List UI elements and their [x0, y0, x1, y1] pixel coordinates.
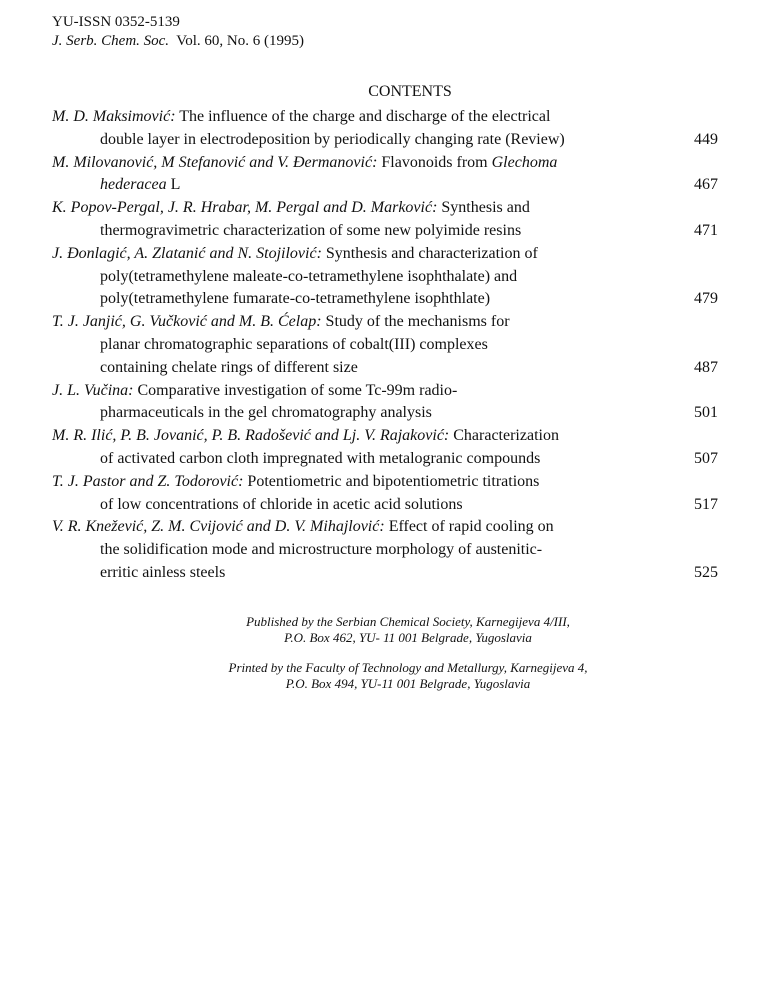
- entry-authors: M. R. Ilić, P. B. Jovanić, P. B. Radošević and Lj. V. Rajaković:: [52, 427, 450, 445]
- entry-first-line: [52, 425, 722, 448]
- entry-title-continuation: erritic ainless steels: [100, 563, 226, 581]
- entry-title-species: hederacea: [100, 176, 167, 194]
- entry-first-line: [52, 152, 722, 175]
- entry-title-continuation: of activated carbon cloth impregnated with metalogranic compounds: [100, 449, 541, 467]
- entry-title-text: The influence of the charge and discharge of the electrical: [175, 108, 551, 125]
- entry-first-line: [52, 197, 722, 220]
- toc-entry: [52, 516, 722, 584]
- published-by-address: P.O. Box 462, YU- 11 001 Belgrade, Yugoslavia: [284, 630, 532, 645]
- toc-entry: [52, 380, 722, 426]
- entry-page-number: 471: [694, 221, 718, 239]
- toc-entry: [52, 106, 722, 152]
- entry-first-line: [52, 380, 722, 403]
- entry-first-line: [52, 471, 722, 494]
- entry-title-continuation: [52, 174, 722, 197]
- entry-title-continuation: planar chromatographic separations of cobalt(III) complexes: [100, 335, 488, 353]
- entry-title-continuation: poly(tetramethylene fumarate-co-tetramethylene isophthlate): [100, 290, 491, 308]
- entry-title-genus: Glechoma: [491, 153, 558, 171]
- entry-first-line: [52, 311, 722, 334]
- entry-page-number: 449: [694, 130, 718, 148]
- entry-page-number: 517: [694, 495, 718, 513]
- toc-entry: [52, 425, 722, 471]
- journal-name: J. Serb. Chem. Soc.: [52, 33, 170, 49]
- toc-entry: [52, 311, 722, 379]
- journal-header: [52, 13, 304, 51]
- toc-entry: [52, 197, 722, 243]
- entry-authors: T. J. Pastor and Z. Todorović:: [52, 472, 244, 490]
- entry-authors: J. L. Vučina:: [52, 381, 134, 399]
- entry-first-line: [52, 243, 722, 266]
- entry-page-number: 525: [694, 563, 718, 581]
- entry-page-number: 487: [694, 358, 718, 376]
- entry-first-line: [52, 106, 722, 129]
- table-of-contents: [52, 106, 722, 585]
- entry-page-number: 501: [694, 404, 718, 422]
- entry-authors: J. Đonlagić, A. Zlatanić and N. Stojilović:: [52, 244, 322, 262]
- entry-title-continuation: of low concentrations of chloride in acetic acid solutions: [100, 495, 463, 513]
- entry-page-number: 479: [694, 290, 718, 308]
- entry-authors: V. R. Knežević, Z. M. Cvijović and D. V. Mihajlović:: [52, 518, 385, 536]
- entry-title-text: Synthesis and characterization of: [321, 244, 538, 262]
- entry-title-continuation: thermogravimetric characterization of some new polyimide resins: [100, 221, 522, 239]
- printed-by-block: [0, 660, 783, 692]
- published-by-line: Published by the Serbian Chemical Society, Karnegijeva 4/III,: [246, 614, 570, 629]
- entry-authors: M. Milovanović, M Stefanović and V. Đermanović:: [52, 153, 378, 171]
- publisher-imprint: [0, 614, 783, 706]
- entry-first-line: [52, 516, 722, 539]
- entry-title-text: Flavonoids from: [377, 153, 492, 171]
- printed-by-address: P.O. Box 494, YU-11 001 Belgrade, Yugoslavia: [285, 676, 531, 691]
- entry-title-text: Synthesis and: [437, 199, 530, 217]
- entry-title-continuation: pharmaceuticals in the gel chromatography analysis: [100, 404, 432, 422]
- issn-number: YU-ISSN 0352-5139: [52, 14, 180, 30]
- volume-info: Vol. 60, No. 6 (1995): [176, 33, 304, 49]
- entry-title-text: Comparative investigation of some Tc-99m radio-: [133, 381, 458, 399]
- entry-title-continuation: poly(tetramethylene maleate-co-tetramethylene isophthalate) and: [100, 267, 518, 285]
- entry-title-text: Characterization: [449, 427, 559, 445]
- entry-title-continuation: the solidification mode and microstructure morphology of austenitic-: [100, 541, 543, 559]
- entry-title-text: Study of the mechanisms for: [321, 313, 510, 331]
- toc-entry: [52, 471, 722, 517]
- entry-authors: T. J. Janjić, G. Vučković and M. B. Ćelap:: [52, 313, 322, 331]
- entry-page-number: 507: [694, 449, 718, 467]
- entry-title-continuation: double layer in electrodeposition by periodically changing rate (Review): [100, 130, 565, 148]
- entry-title-text: Potentiometric and bipotentiometric titrations: [243, 472, 540, 490]
- journal-citation: [52, 32, 304, 51]
- toc-entry: [52, 243, 722, 311]
- entry-page-number: 467: [694, 176, 718, 194]
- toc-entry: [52, 152, 722, 198]
- entry-authors: K. Popov-Pergal, J. R. Hrabar, M. Pergal and D. Marković:: [52, 199, 438, 217]
- entry-title-continuation: containing chelate rings of different size: [100, 358, 358, 376]
- published-by-block: [0, 614, 783, 646]
- entry-authors: M. D. Maksimović:: [52, 108, 176, 125]
- entry-title-text: L: [166, 176, 181, 194]
- entry-title-text: Effect of rapid cooling on: [384, 518, 554, 536]
- contents-title: CONTENTS: [368, 83, 452, 100]
- printed-by-line: Printed by the Faculty of Technology and Metallurgy, Karnegijeva 4,: [228, 660, 588, 675]
